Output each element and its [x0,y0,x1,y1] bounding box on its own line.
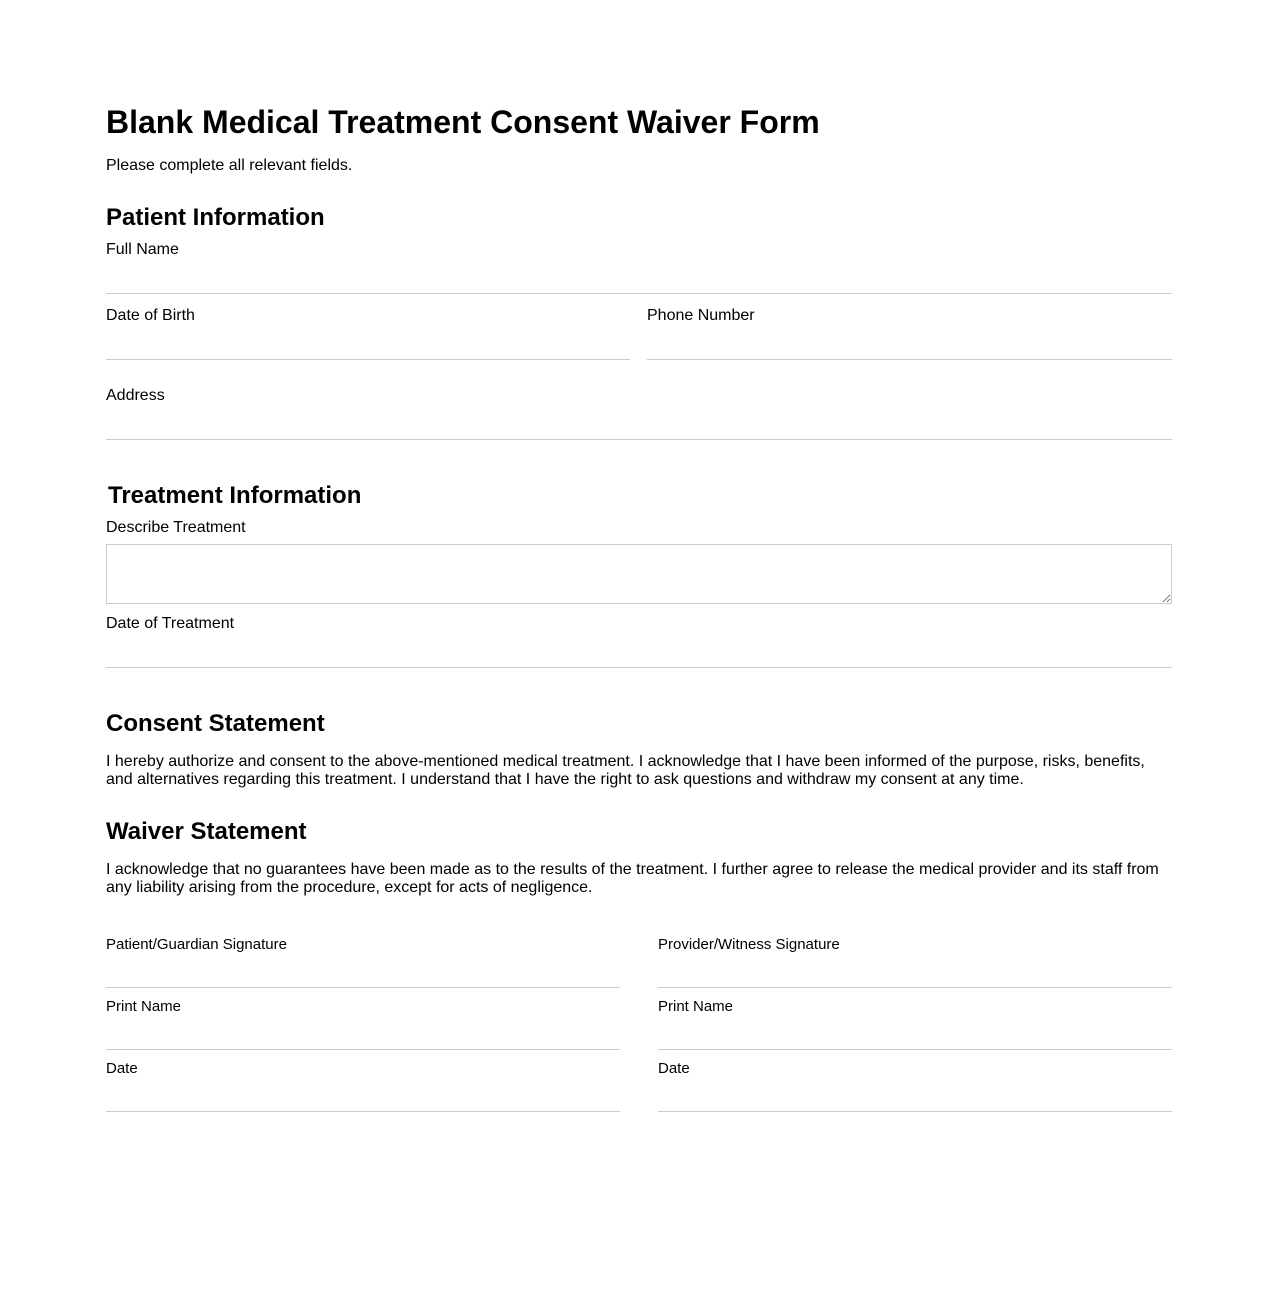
patient-signature-input[interactable] [106,956,620,988]
address-input[interactable] [106,408,1172,440]
patient-print-name-label: Print Name [106,998,182,1015]
patient-date-input[interactable] [106,1080,620,1112]
dob-input[interactable] [106,328,630,360]
treatment-date-label: Date of Treatment [106,615,235,632]
waiver-heading: Waiver Statement [106,818,307,845]
consent-heading: Consent Statement [106,710,325,737]
treatment-info-heading: Treatment Information [108,482,362,509]
phone-label: Phone Number [647,307,755,324]
provider-signature-input[interactable] [658,956,1172,988]
phone-input[interactable] [647,328,1172,360]
patient-print-name-input[interactable] [106,1018,620,1050]
address-label: Address [106,387,165,404]
describe-treatment-textarea[interactable] [106,544,1172,604]
provider-date-input[interactable] [658,1080,1172,1112]
consent-text: I hereby authorize and consent to the above-mentioned medical treatment. I acknowledge that I have been informed of the purpose, risks, benefits, and alternatives regarding this treatment. I understand that I have the right to ask questions and withdraw my consent at any time. [106,753,1145,788]
full-name-input[interactable] [106,262,1172,294]
dob-label: Date of Birth [106,307,195,324]
provider-signature-label: Provider/Witness Signature [658,936,840,953]
waiver-text: I acknowledge that no guarantees have been made as to the results of the treatment. I further agree to release the medical provider and its staff from any liability arising from the procedure, except for acts of negligence. [106,861,1159,896]
page-title: Blank Medical Treatment Consent Waiver Form [106,104,820,140]
describe-treatment-label: Describe Treatment [106,519,246,536]
page-subtitle: Please complete all relevant fields. [106,157,353,174]
treatment-date-input[interactable] [106,636,1172,668]
full-name-label: Full Name [106,241,179,258]
patient-signature-label: Patient/Guardian Signature [106,936,287,953]
patient-date-label: Date [106,1060,138,1077]
patient-info-heading: Patient Information [106,204,325,231]
provider-print-name-input[interactable] [658,1018,1172,1050]
provider-date-label: Date [658,1060,690,1077]
provider-print-name-label: Print Name [658,998,734,1015]
